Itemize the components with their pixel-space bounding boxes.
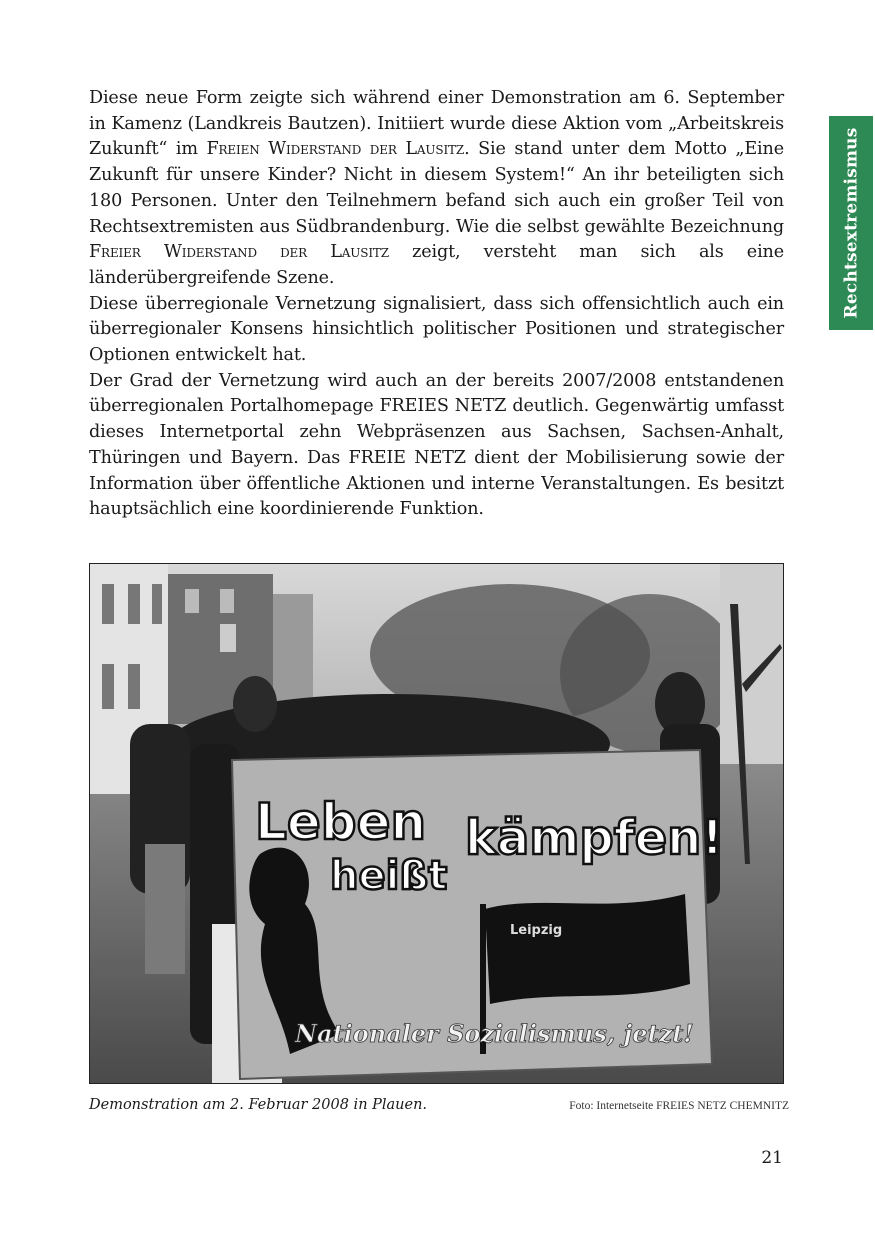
organization-name: Freier Widerstand der Lausitz <box>89 242 389 263</box>
photo-illustration <box>90 564 783 1083</box>
photo-banner-slogan: Nationaler Sozialismus, jetzt! <box>295 1019 694 1048</box>
photo-banner-flag <box>485 894 690 1004</box>
body-paragraph <box>89 292 784 369</box>
paragraph-text: Diese überregionale Vernetzung signalisiert, dass sich offensichtlich auch ein überregionaler Konsens hinsichtlich politischer Positionen und strategischer Optionen entwickelt hat. <box>89 293 784 366</box>
photo-caption <box>89 1097 789 1113</box>
photo-banner-flag-text: Leipzig <box>510 923 563 938</box>
paragraph-text: Diese neue Form zeigte sich während einer Demonstration am 6. September in Kamenz (Landkreis Bautzen). Initiiert wurde diese Aktion vom „Arbeitskreis Zukunft“ im <box>89 88 784 160</box>
photo-banner-text-1: Leben <box>255 793 427 851</box>
chapter-side-tab <box>829 116 873 330</box>
chapter-side-tab-label: Rechtsextremismus <box>841 127 861 319</box>
photo-credit: Foto: Internetseite FREIES NETZ CHEMNITZ <box>569 1100 789 1112</box>
photo-caption-text: Demonstration am 2. Februar 2008 in Plauen. <box>89 1097 428 1113</box>
photo-building-right <box>720 564 783 764</box>
photo-banner-text-2: heißt <box>330 853 448 899</box>
paragraph-text: . Sie stand unter dem Motto „Eine Zukunft für unsere Kinder? Nicht in diesem System!“ An ihr beteiligten sich 180 Personen. Unter den Teilnehmern befand sich auch ein großer Teil von Rechtsextremisten aus Südbrandenburg. Wie die selbst gewählte Bezeichnung <box>89 139 784 237</box>
body-text <box>89 86 784 523</box>
body-paragraph <box>89 86 784 292</box>
demonstration-photo <box>89 563 784 1084</box>
organization-name: Freien Widerstand der Lausitz <box>206 139 465 160</box>
paragraph-text: zeigt, versteht man sich als eine länderübergreifende Szene. <box>89 242 784 288</box>
paragraph-text: Der Grad der Vernetzung wird auch an der bereits 2007/2008 entstandenen überregionalen Portalhomepage FREIES NETZ deutlich. Gegenwärtig umfasst dieses Internetportal zehn Webpräsenzen aus Sachsen, Sachsen-Anhalt, Thüringen und Bayern. Das FREIE NETZ dient der Mobilisierung sowie der Information über öffentliche Aktionen und interne Veranstaltungen. Es besitzt hauptsächlich eine koordinierende Funktion. <box>89 370 784 520</box>
photo-banner-text-3: kämpfen! <box>465 810 724 866</box>
page-number: 21 <box>761 1148 783 1168</box>
body-paragraph <box>89 369 784 523</box>
